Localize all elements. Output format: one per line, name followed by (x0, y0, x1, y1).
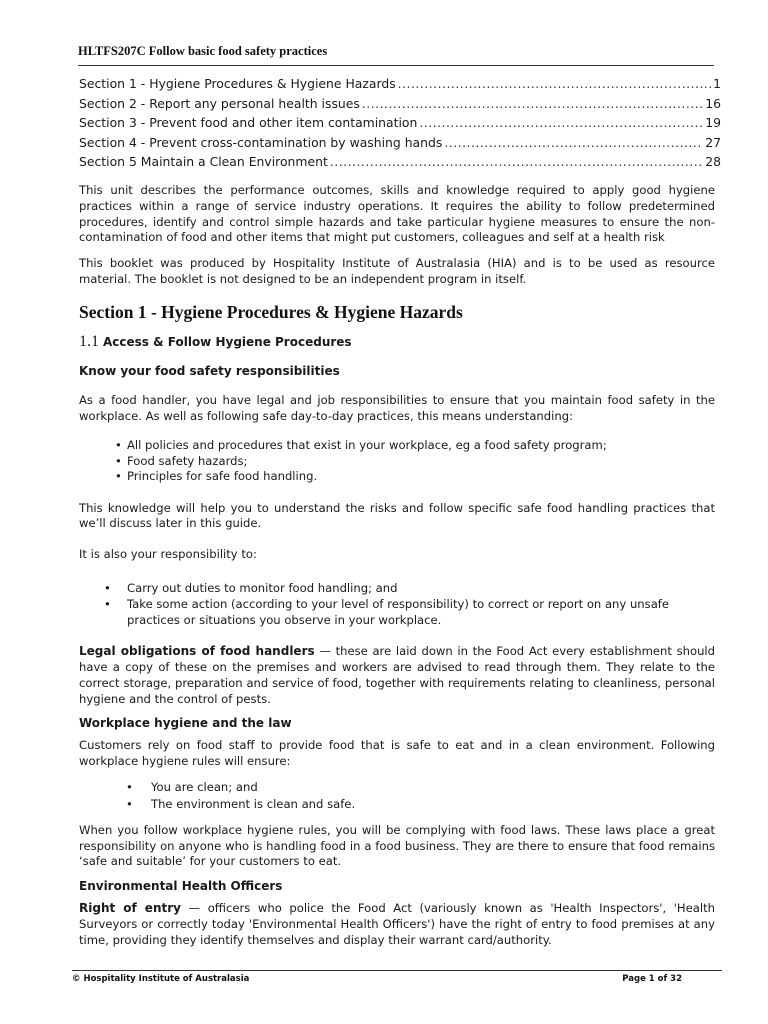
toc-entry-page: 1 (713, 76, 721, 91)
subsection-heading (79, 333, 715, 351)
workplace-hygiene-heading: Workplace hygiene and the law (79, 716, 292, 731)
right-of-entry-paragraph (79, 901, 715, 948)
toc-entry-page: 28 (705, 154, 721, 170)
legal-obligations-paragraph (79, 644, 715, 707)
list-item: • Take some action (according to your level of responsibility) to correct or report on any unsafe practices or situations you observe in your workplace. (127, 597, 715, 628)
toc-entry-title: Section 4 - Prevent cross-contamination by washing hands (79, 134, 443, 150)
toc-leader-dots (419, 115, 703, 130)
toc-leader-dots (362, 96, 703, 111)
footer-copyright: © Hospitality Institute of Australasia (72, 974, 250, 984)
right-of-entry-text: — officers who police the Food Act (variously known as 'Health Inspectors', 'Health Surveyors or correctly today 'Environmental Health Officers') have the right of entry to food premises at any time, providing they identify themselves and display their warrant card/authority. (79, 901, 715, 947)
subsection-number: 1.1 (79, 332, 99, 350)
table-of-contents (79, 76, 721, 174)
page-header (78, 44, 714, 66)
toc-entry[interactable] (79, 154, 721, 174)
toc-entry-page: 16 (705, 95, 721, 111)
responsibilities-paragraph: As a food handler, you have legal and job responsibilities to ensure that you maintain food safety in the workplace. As well as following safe day-to-day practices, this means understanding: (79, 392, 715, 423)
toc-leader-dots (330, 154, 703, 169)
section-heading: Section 1 - Hygiene Procedures & Hygiene Hazards (79, 301, 463, 322)
document-body (79, 183, 715, 949)
toc-entry-page: 27 (705, 134, 721, 150)
responsibilities-heading: Know your food safety responsibilities (79, 363, 340, 378)
hygiene-rules-list (79, 780, 715, 813)
toc-leader-dots (444, 135, 703, 150)
list-item: • The environment is clean and safe. (151, 797, 715, 812)
toc-leader-dots (398, 76, 711, 91)
legal-obligations-label: Legal obligations of food handlers (79, 644, 315, 659)
list-item: • Food safety hazards; (127, 454, 715, 469)
toc-entry-title: Section 1 - Hygiene Procedures & Hygiene Hazards (79, 76, 396, 91)
list-item: • Carry out duties to monitor food handling; and (127, 581, 715, 596)
duties-list (79, 581, 715, 628)
list-item: • All policies and procedures that exist in your workplace, eg a food safety program; (127, 438, 715, 453)
toc-entry[interactable] (79, 96, 721, 116)
food-laws-paragraph: When you follow workplace hygiene rules, you will be complying with food laws. These laws place a great responsibility on anyone who is handling food in a food business. They are there to ensure that food remains ‘safe and suitable’ for your customers to eat. (79, 822, 715, 869)
legal-obligations-text: — these are laid down in the Food Act every establishment should have a copy of these on the premises and workers are advised to read through them. They relate to the correct storage, preparation and service of food, together with requirements relating to cleanliness, personal hygiene and the control of pests. (79, 644, 715, 706)
toc-entry[interactable] (79, 76, 721, 96)
responsibility-intro: It is also your responsibility to: (79, 547, 257, 562)
booklet-note-paragraph: This booklet was produced by Hospitality Institute of Australasia (HIA) and is to be used as resource material. The booklet is not designed to be an independent program in itself. (79, 256, 715, 286)
list-item: • Principles for safe food handling. (127, 469, 715, 484)
right-of-entry-label: Right of entry (79, 901, 181, 916)
list-item: • You are clean; and (151, 780, 715, 795)
toc-entry-title: Section 2 - Report any personal health issues (79, 95, 360, 111)
workplace-hygiene-paragraph: Customers rely on food staff to provide food that is safe to eat and in a clean environment. Following workplace hygiene rules will ensure: (79, 738, 715, 769)
intro-paragraph: This unit describes the performance outcomes, skills and knowledge required to apply good hygiene practices within a range of service industry operations. It requires the ability to follow predetermined procedures, identify and control simple hazards and take particular hygiene measures to ensure the non-contamination of food and other items that might put customers, colleagues and self at a health risk (79, 183, 715, 245)
toc-entry[interactable] (79, 115, 721, 135)
page-footer (72, 970, 722, 988)
toc-entry-page: 19 (705, 115, 721, 131)
understanding-list (79, 438, 715, 484)
toc-entry-title: Section 5 Maintain a Clean Environment (79, 154, 328, 170)
footer-page-number: Page 1 of 32 (622, 974, 682, 984)
knowledge-paragraph: This knowledge will help you to understand the risks and follow specific safe food handling practices that we’ll discuss later in this guide. (79, 500, 715, 531)
ehos-heading: Environmental Health Officers (79, 879, 283, 894)
toc-entry-title: Section 3 - Prevent food and other item contamination (79, 115, 418, 131)
subsection-title: Access & Follow Hygiene Procedures (103, 334, 352, 349)
toc-entry[interactable] (79, 135, 721, 155)
document-title: HLTFS207C Follow basic food safety practices (78, 44, 328, 58)
